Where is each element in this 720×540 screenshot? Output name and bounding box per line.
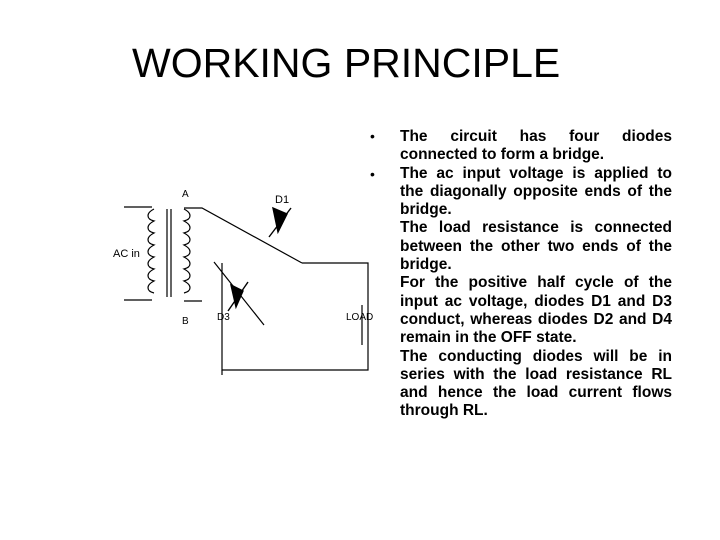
paragraph: The circuit has four diodes connected to form a bridge. [400,128,672,164]
primary-winding [148,209,154,293]
diode-d1-symbol [269,208,291,237]
label-load: LOAD [346,312,374,323]
paragraph: The load resistance is connected between the other two ends of the bridge. [400,219,672,274]
label-b: B [182,316,189,327]
label-d1: D1 [275,194,290,206]
bullet-marker: • [370,128,375,144]
paragraph: The conducting diodes will be in series with the load resistance RL and hence the load current flows through RL. [400,347,672,420]
diode-d3-symbol [228,282,248,311]
label-d3: D3 [217,312,230,323]
bullet-marker: • [370,166,375,182]
paragraph: The ac input voltage is applied to the diagonally opposite ends of the bridge. [400,164,672,219]
bullet-text-block [400,128,672,421]
bridge-rectifier-diagram [110,175,380,375]
paragraph: For the positive half cycle of the input ac voltage, diodes D1 and D3 conduct, whereas diodes D2 and D4 remain in the OFF state. [400,274,672,347]
label-ac-in: AC in [113,248,140,260]
slide-title: WORKING PRINCIPLE [132,40,561,86]
secondary-winding [184,209,190,293]
label-a: A [182,189,189,200]
